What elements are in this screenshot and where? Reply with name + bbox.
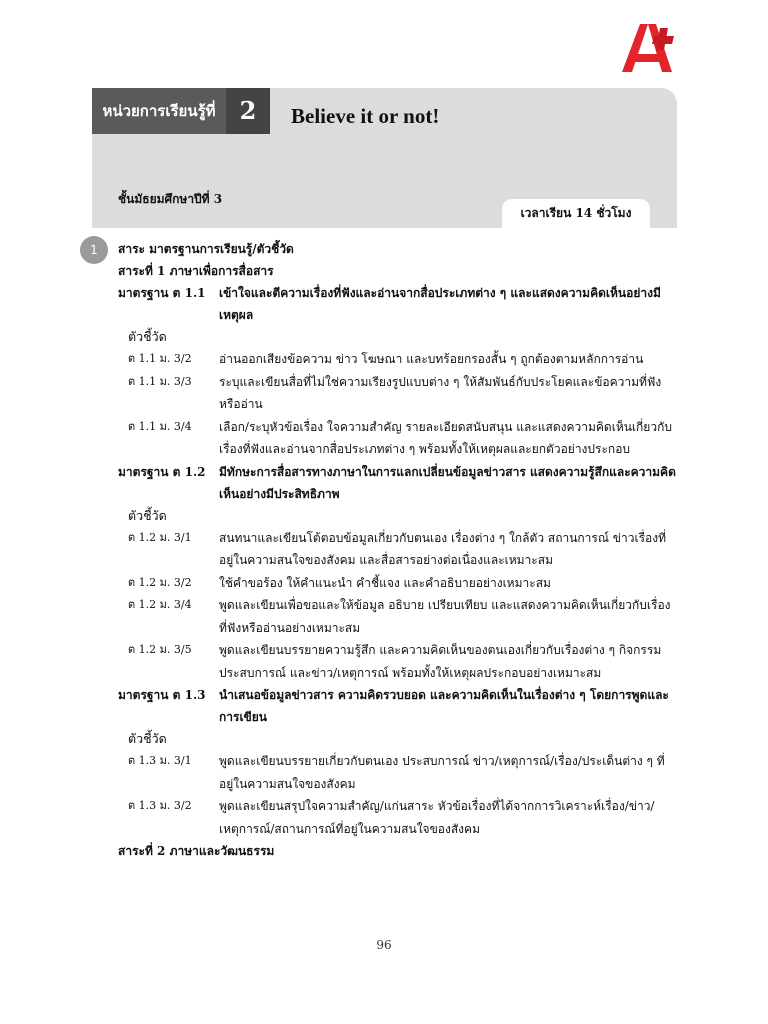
indicator-code: ต 1.2 ม. 3/5 xyxy=(128,643,192,656)
indicator-text: พูดและเขียนบรรยายความรู้สึก และความคิดเห็นของตนเองเกี่ยวกับเรื่องต่าง ๆ กิจกรรม ประสบการณ์ และข่าว/เหตุการณ์ พร้อมทั้งให้เหตุผลประกอบอย่างเหมาะสม xyxy=(219,643,662,680)
standard-code: มาตรฐาน ต 1.3 xyxy=(118,688,206,702)
indicator-text: เลือก/ระบุหัวข้อเรื่อง ใจความสำคัญ รายละเอียดสนับสนุน และแสดงความคิดเห็นเกี่ยวกับเรื่องที่ฟังและอ่านจากสื่อประเภทต่าง ๆ พร้อมทั้งให้เหตุผลและยกตัวอย่างประกอบ xyxy=(219,419,672,456)
indicator-code: ต 1.2 ม. 3/2 xyxy=(128,575,192,589)
indicator-row xyxy=(118,371,678,416)
study-time: เวลาเรียน 14 ชั่วโมง xyxy=(502,199,650,228)
standard-1-1 xyxy=(118,282,678,326)
indicator-heading: ตัวชี้วัด xyxy=(128,731,167,746)
unit-label: หน่วยการเรียนรู้ที่ xyxy=(92,88,226,134)
indicator-text: ใช้คำขอร้อง ให้คำแนะนำ คำชี้แจง และคำอธิบายอย่างเหมาะสม xyxy=(219,575,551,590)
grade-level: ชั้นมัธยมศึกษาปีที่ 3 xyxy=(118,192,223,206)
standard-1-3 xyxy=(118,684,678,728)
indicator-text: สนทนาและเขียนโต้ตอบข้อมูลเกี่ยวกับตนเอง เรื่องต่าง ๆ ใกล้ตัว สถานการณ์ ข่าวเรื่องที่อยู่ในความสนใจของสังคม และสื่อสารอย่างต่อเนื่องและเหมาะสม xyxy=(219,530,667,567)
unit-title: Believe it or not! xyxy=(291,104,440,128)
indicator-row xyxy=(118,416,678,461)
indicator-row xyxy=(118,795,678,840)
indicator-row xyxy=(118,572,678,595)
indicator-row xyxy=(118,639,678,684)
indicator-heading: ตัวชี้วัด xyxy=(128,507,167,523)
indicator-code: ต 1.1 ม. 3/4 xyxy=(128,419,192,433)
section-title: สาระ มาตรฐานการเรียนรู้/ตัวชี้วัด xyxy=(118,242,294,256)
standard-1-2 xyxy=(118,461,678,505)
unit-number: 2 xyxy=(226,88,270,134)
indicator-text: พูดและเขียนเพื่อขอและให้ข้อมูล อธิบาย เปรียบเทียบ และแสดงความคิดเห็นเกี่ยวกับเรื่องที่ฟังหรืออ่านอย่างเหมาะสม xyxy=(219,598,671,635)
standard-code: มาตรฐาน ต 1.2 xyxy=(118,464,206,479)
indicator-code: ต 1.1 ม. 3/3 xyxy=(128,374,192,388)
standard-text: มีทักษะการสื่อสารทางภาษาในการแลกเปลี่ยนข้อมูลข่าวสาร แสดงความรู้สึกและความคิดเห็นอย่างมีประสิทธิภาพ xyxy=(219,464,676,501)
indicator-code: ต 1.3 ม. 3/1 xyxy=(128,754,192,767)
indicator-text: ระบุและเขียนสื่อที่ไม่ใช่ความเรียงรูปแบบต่าง ๆ ให้สัมพันธ์กับประโยคและข้อความที่ฟังหรืออ่าน xyxy=(219,374,662,411)
indicator-code: ต 1.3 ม. 3/2 xyxy=(128,799,192,812)
indicator-row xyxy=(118,527,678,572)
indicator-row xyxy=(118,750,678,795)
indicator-code: ต 1.2 ม. 3/4 xyxy=(128,598,192,611)
indicator-row xyxy=(118,594,678,639)
section-number-badge: 1 xyxy=(80,236,108,264)
indicator-text: พูดและเขียนสรุปใจความสำคัญ/แก่นสาระ หัวข้อเรื่องที่ได้จากการวิเคราะห์เรื่อง/ข่าว/เหตุการณ์/สถานการณ์ที่อยู่ในความสนใจของสังคม xyxy=(219,799,655,836)
standard-text: นำเสนอข้อมูลข่าวสาร ความคิดรวบยอด และความคิดเห็นในเรื่องต่าง ๆ โดยการพูดและการเขียน xyxy=(219,688,669,724)
indicator-code: ต 1.1 ม. 3/2 xyxy=(128,352,192,365)
page-number: 96 xyxy=(376,938,392,952)
indicator-heading: ตัวชี้วัด xyxy=(128,329,167,344)
strand-2-title: สาระที่ 2 ภาษาและวัฒนธรรม xyxy=(118,844,275,858)
standard-code: มาตรฐาน ต 1.1 xyxy=(118,286,206,300)
curriculum-content xyxy=(118,238,678,862)
indicator-text: อ่านออกเสียงข้อความ ข่าว โฆษณา และบทร้อยกรองสั้น ๆ ถูกต้องตามหลักการอ่าน xyxy=(219,352,644,366)
publisher-logo xyxy=(618,20,678,76)
strand-1-title: สาระที่ 1 ภาษาเพื่อการสื่อสาร xyxy=(118,264,274,278)
indicator-text: พูดและเขียนบรรยายเกี่ยวกับตนเอง ประสบการณ์ ข่าว/เหตุการณ์/เรื่อง/ประเด็นต่าง ๆ ที่อยู่ในความสนใจของสังคม xyxy=(219,754,665,791)
indicator-row xyxy=(118,348,678,371)
indicator-code: ต 1.2 ม. 3/1 xyxy=(128,530,192,544)
standard-text: เข้าใจและตีความเรื่องที่ฟังและอ่านจากสื่อประเภทต่าง ๆ และแสดงความคิดเห็นอย่างมีเหตุผล xyxy=(219,286,661,322)
